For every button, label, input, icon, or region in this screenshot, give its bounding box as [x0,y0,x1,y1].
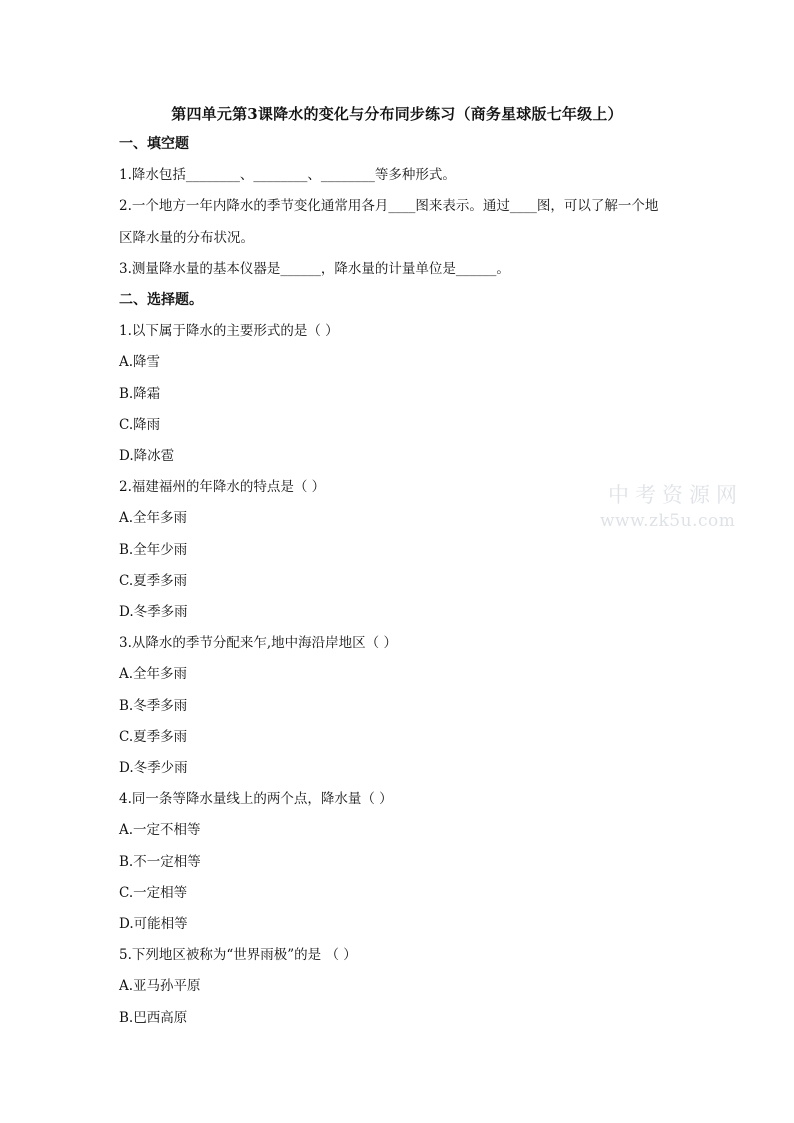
text-line: A.全年多雨 [119,510,188,527]
text-line: 2.福建福州的年降水的特点是（ ） [119,479,326,496]
text-line: A.全年多雨 [119,666,188,683]
text-line: 3.测量降水量的基本仪器是______，降水量的计量单位是______。 [119,260,510,277]
text-line: 3.从降水的季节分配来乍,地中海沿岸地区（ ） [119,635,397,652]
text-line: 1.以下属于降水的主要形式的是（ ） [119,323,339,340]
section-heading: 二、选择题。 [119,292,203,308]
text-line: D.冬季少雨 [119,760,188,776]
watermark-url: www.zk5u.com [600,511,736,531]
watermark [600,482,743,534]
text-line: C.一定相等 [119,884,188,901]
text-line: A.一定不相等 [119,822,201,839]
text-line: B.巴西高原 [119,1009,188,1026]
text-line: 4.同一条等降水量线上的两个点，降水量（ ） [119,791,393,808]
text-line: 2.一个地方一年内降水的季节变化通常用各月____图来表示。通过____图，可以了解一个地 [119,198,659,215]
text-line: B.降霜 [119,385,161,402]
text-line: B.不一定相等 [119,853,201,870]
document-title: 第四单元第3课降水的变化与分布同步练习（商务星球版七年级上） [171,105,623,123]
text-line: D.冬季多雨 [119,604,188,620]
text-line: B.冬季多雨 [119,697,188,714]
text-line: C.降雨 [119,416,161,433]
text-line: A.亚马孙平原 [119,978,201,995]
text-line: C.夏季多雨 [119,728,188,745]
text-line: D.降冰雹 [119,448,175,464]
text-line: B.全年少雨 [119,541,188,558]
text-line: 区降水量的分布状况。 [119,229,254,246]
text-line: A.降雪 [119,354,161,371]
watermark-name: 中考资源网 [608,483,743,507]
text-line: 5.下列地区被称为“世界雨极”的是 （ ） [119,947,357,964]
text-line: D.可能相等 [119,916,188,932]
text-line: C.夏季多雨 [119,572,188,589]
section-heading: 一、填空题 [119,136,189,152]
text-line: 1.降水包括________、________、________等多种形式。 [119,167,456,184]
